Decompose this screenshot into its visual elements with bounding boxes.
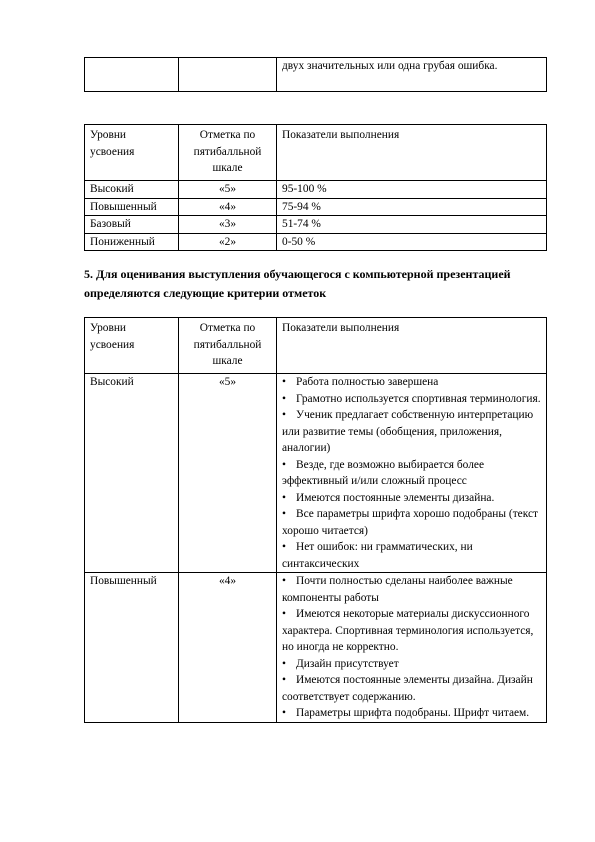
bullet-icon: •: [282, 674, 286, 686]
criteria-text: Имеются некоторые материалы дискуссионного характера. Спортивная терминология используется, но иногда не корректно.: [282, 608, 534, 653]
section-heading: 5. Для оценивания выступления обучающегося с компьютерной презентацией определяются следующие критерии отметок: [84, 267, 511, 300]
criteria-item: [282, 490, 541, 507]
bullet-icon: •: [282, 458, 286, 471]
table-row: [85, 181, 547, 199]
mark-cell: «4»: [179, 198, 277, 216]
table-header-row: [85, 125, 547, 181]
criteria-text: Грамотно используется спортивная терминология.: [296, 392, 541, 405]
level-cell: Базовый: [85, 216, 179, 234]
value-cell: 95-100 %: [277, 181, 547, 199]
criteria-text: Имеются постоянные элементы дизайна.: [296, 491, 495, 504]
mark-cell: «3»: [179, 216, 277, 234]
table-row: [85, 58, 547, 92]
criteria-item: [282, 606, 541, 656]
criteria-text: Дизайн присутствует: [296, 657, 399, 670]
table-row: [85, 233, 547, 251]
bullet-icon: •: [282, 392, 286, 405]
value-cell: 0-50 %: [277, 233, 547, 251]
level-cell: Высокий: [85, 374, 179, 573]
bullet-icon: •: [282, 409, 286, 421]
level-cell: Высокий: [85, 181, 179, 199]
criteria-item: [282, 391, 541, 408]
value-cell: 51-74 %: [277, 216, 547, 234]
mark-cell: «2»: [179, 233, 277, 251]
criteria-text: Везде, где возможно выбирается более эффективный и/или сложный процесс: [282, 458, 485, 487]
criteria-text: Все параметры шрифта хорошо подобраны (текст хорошо читается): [282, 508, 539, 537]
criteria-text: Почти полностью сделаны наиболее важные компоненты работы: [282, 575, 513, 604]
bullet-icon: •: [282, 508, 286, 520]
presentation-criteria-table: [84, 317, 547, 723]
table-cell: [85, 58, 179, 92]
header-indicators: Показатели выполнения: [277, 318, 547, 374]
criteria-text: Параметры шрифта подобраны. Шрифт читаем.: [296, 707, 530, 719]
criteria-item: [282, 374, 541, 391]
header-level: Уровни усвоения: [85, 125, 179, 181]
table-header-row: [85, 318, 547, 374]
grades-percent-table: [84, 124, 547, 251]
table-cell: [179, 58, 277, 92]
bullet-icon: •: [282, 376, 286, 388]
criteria-item: [282, 656, 541, 673]
criteria-text: Нет ошибок: ни грамматических, ни синтаксических: [282, 541, 473, 570]
mark-cell: «5»: [179, 374, 277, 573]
criteria-text: Имеются постоянные элементы дизайна. Дизайн соответствует содержанию.: [282, 674, 533, 703]
bullet-icon: •: [282, 541, 286, 553]
continuation-table: [84, 57, 547, 92]
criteria-item: [282, 573, 541, 606]
criteria-item: [282, 457, 541, 490]
header-indicators: Показатели выполнения: [277, 125, 547, 181]
bullet-icon: •: [282, 491, 286, 504]
level-cell: Повышенный: [85, 198, 179, 216]
bullet-icon: •: [282, 707, 286, 719]
bullet-icon: •: [282, 608, 286, 620]
table-row: [85, 573, 547, 723]
criteria-text: Работа полностью завершена: [296, 376, 439, 388]
mark-cell: «4»: [179, 573, 277, 723]
criteria-cell: [277, 374, 547, 573]
criteria-item: [282, 705, 541, 722]
bullet-icon: •: [282, 657, 286, 670]
table-row: [85, 216, 547, 234]
table-row: [85, 198, 547, 216]
criteria-item: [282, 539, 541, 572]
level-cell: Пониженный: [85, 233, 179, 251]
criteria-item: [282, 407, 541, 457]
criteria-item: [282, 672, 541, 705]
criteria-cell: [277, 573, 547, 723]
table-row: [85, 374, 547, 573]
bullet-icon: •: [282, 575, 286, 587]
criteria-text: Ученик предлагает собственную интерпретацию или развитие темы (обобщения, приложения, аналогии): [282, 409, 534, 454]
header-level: Уровни усвоения: [85, 318, 179, 374]
mark-cell: «5»: [179, 181, 277, 199]
level-cell: Повышенный: [85, 573, 179, 723]
value-cell: 75-94 %: [277, 198, 547, 216]
header-mark: Отметка по пятибалльной шкале: [179, 318, 277, 374]
header-mark: Отметка по пятибалльной шкале: [179, 125, 277, 181]
table-cell: двух значительных или одна грубая ошибка.: [277, 58, 547, 92]
criteria-item: [282, 506, 541, 539]
